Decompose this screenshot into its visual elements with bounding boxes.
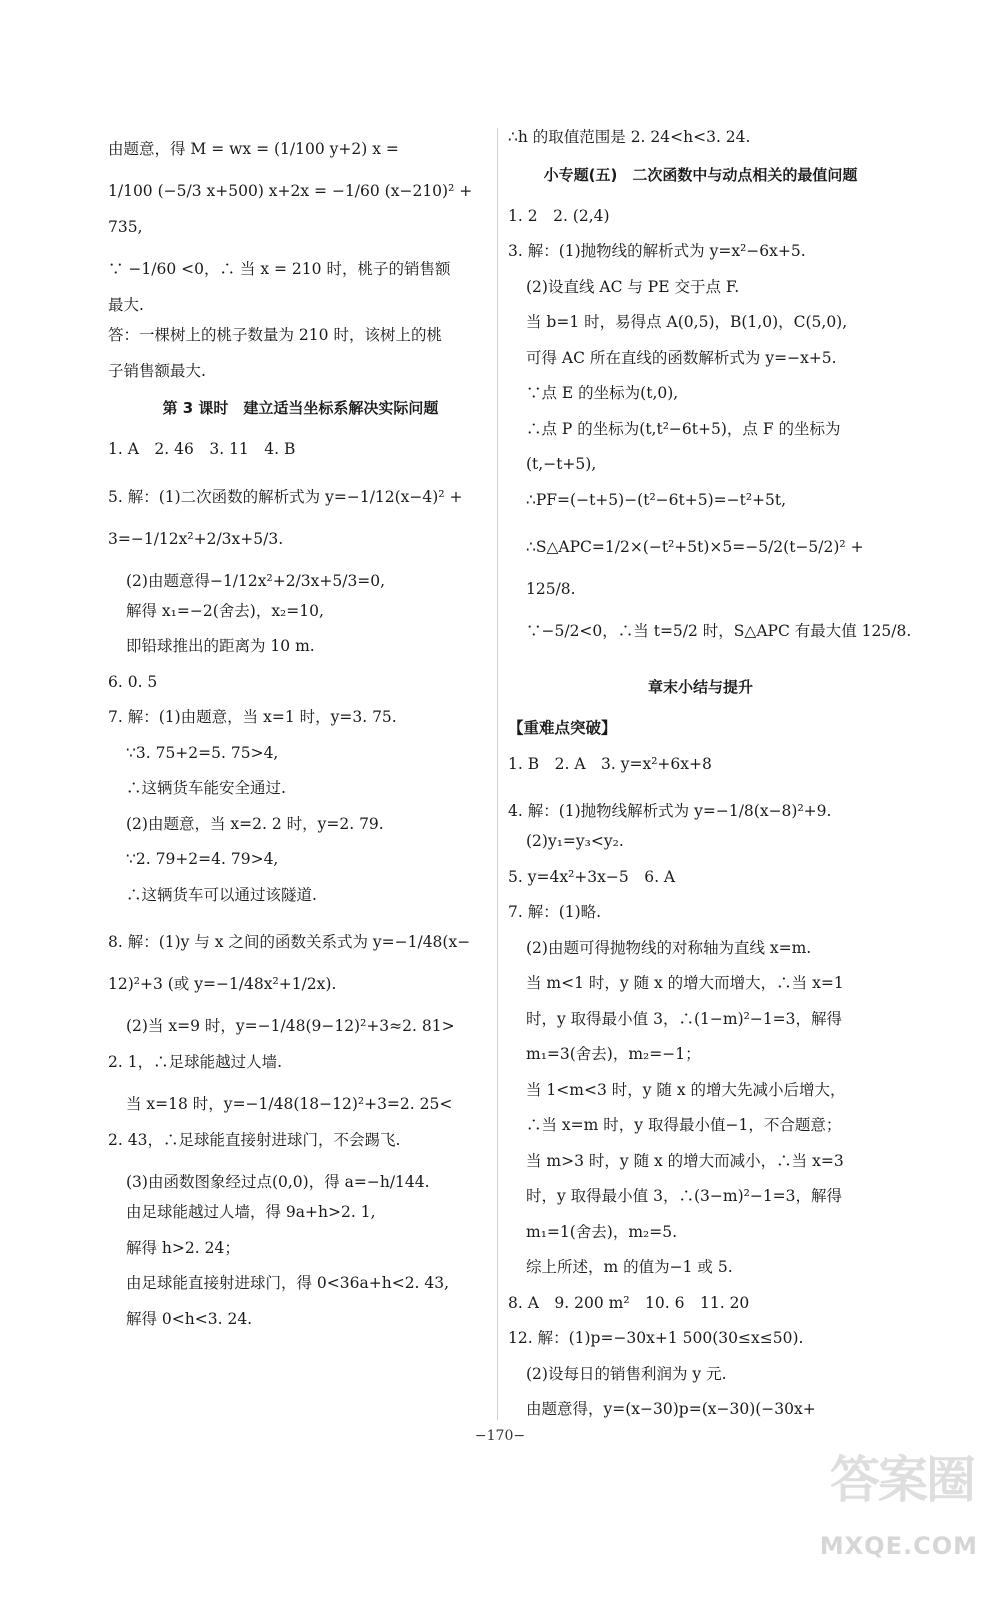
text-line: ∴h 的取值范围是 2. 24<h<3. 24. — [508, 128, 751, 146]
text-line: 最大. — [108, 296, 144, 314]
column-divider — [497, 128, 498, 1420]
answer-line: 2. 1，∴足球能越过人墙. — [108, 1053, 283, 1071]
watermark-text: MXQE.COM — [819, 1532, 978, 1560]
section-heading: 章末小结与提升 — [647, 678, 753, 696]
answer-line: 6. 0. 5 — [108, 672, 158, 691]
answer-line: ∴PF=(−t+5)−(t²−6t+5)=−t²+5t, — [526, 490, 787, 509]
text-line: 答：一棵树上的桃子数量为 210 时，该树上的桃 — [108, 326, 442, 344]
answer-line: 5. y=4x²+3x−5 6. A — [508, 867, 676, 886]
answer-line: m₁=3(舍去)，m₂=−1； — [526, 1045, 701, 1063]
answer-line: (2)由题可得抛物线的对称轴为直线 x=m. — [526, 938, 812, 957]
answer-line: 3=−1/12x²+2/3x+5/3. — [108, 529, 284, 548]
answer-line: 时，y 取得最小值 3，∴(3−m)²−1=3，解得 — [526, 1187, 843, 1205]
answer-line: ∴点 P 的坐标为(t,t²−6t+5)，点 F 的坐标为 — [526, 419, 841, 438]
answer-line: ∴S△APC=1/2×(−t²+5t)×5=−5/2(t−5/2)² + — [526, 538, 864, 556]
answer-line: 4. 解：(1)抛物线解析式为 y=−1/8(x−8)²+9. — [508, 802, 832, 820]
watermark-logo-mark: 答案圈 — [830, 1451, 974, 1509]
section-heading: 第 3 课时 建立适当坐标系解决实际问题 — [162, 399, 439, 417]
answer-line: 时，y 取得最小值 3，∴(1−m)²−1=3，解得 — [526, 1009, 843, 1028]
answer-line: 3. 解：(1)抛物线的解析式为 y=x²−6x+5. — [508, 242, 806, 260]
section-heading: 小专题(五) 二次函数中与动点相关的最值问题 — [543, 165, 858, 184]
text-line: ∵ −1/60 <0，∴ 当 x = 210 时，桃子的销售额 — [108, 260, 451, 278]
answer-line: (2)当 x=9 时，y=−1/48(9−12)²+3≈2. 81> — [126, 1017, 455, 1035]
answer-line: 5. 解：(1)二次函数的解析式为 y=−1/12(x−4)² + — [108, 487, 463, 506]
answer-line: ∵3. 75+2=5. 75>4, — [126, 743, 279, 762]
text-line: 子销售额最大. — [108, 361, 206, 380]
text-line: 735, — [108, 218, 143, 236]
answer-line: ∴这辆货车能安全通过. — [126, 779, 286, 797]
answer-line: (2)设每日的销售利润为 y 元. — [526, 1364, 727, 1383]
right-column — [508, 128, 912, 1436]
answer-line: 解得 0<h<3. 24. — [126, 1309, 253, 1328]
answer-line: 当 b=1 时，易得点 A(0,5)，B(1,0)，C(5,0), — [526, 313, 848, 331]
text-line: 1/100 (−5/3 x+500) x+2x = −1/60 (x−210)² + — [108, 182, 473, 200]
answer-line: 7. 解：(1)略. — [508, 903, 602, 921]
answer-line: 12)²+3 (或 y=−1/48x²+1/2x). — [108, 975, 337, 993]
answer-line: ∵点 E 的坐标为(t,0), — [526, 384, 679, 402]
answer-line: ∵2. 79+2=4. 79>4, — [126, 850, 279, 868]
answer-line: m₁=1(舍去)，m₂=5. — [526, 1222, 678, 1241]
answer-line: 当 m<1 时，y 随 x 的增大而增大，∴当 x=1 — [526, 974, 844, 992]
answer-line: 当 x=18 时，y=−1/48(18−12)²+3=2. 25< — [126, 1095, 453, 1113]
answer-line: 由足球能越过人墙，得 9a+h>2. 1, — [126, 1203, 376, 1221]
answer-line: 1. B 2. A 3. y=x²+6x+8 — [508, 754, 712, 773]
answer-line: ∴当 x=m 时，y 取得最小值−1，不合题意； — [526, 1116, 842, 1134]
page-number: −170− — [474, 1428, 526, 1444]
answer-line: 即铅球推出的距离为 10 m. — [126, 637, 315, 655]
answer-line: 8. 解：(1)y 与 x 之间的函数关系式为 y=−1/48(x− — [108, 933, 471, 951]
answer-line: ∵−5/2<0，∴当 t=5/2 时，S△APC 有最大值 125/8. — [526, 622, 912, 640]
answer-line: 可得 AC 所在直线的函数解析式为 y=−x+5. — [526, 348, 837, 367]
answer-line: (2)由题意，当 x=2. 2 时，y=2. 79. — [126, 814, 384, 833]
answer-line: (t,−t+5), — [526, 455, 597, 473]
answer-line: 8. A 9. 200 m² 10. 6 11. 20 — [508, 1293, 750, 1312]
answer-line: 由题意得，y=(x−30)p=(x−30)(−30x+ — [526, 1400, 816, 1418]
answer-line: 解得 x₁=−2(舍去)，x₂=10, — [126, 601, 324, 620]
answer-line: 当 1<m<3 时，y 随 x 的增大先减小后增大， — [526, 1080, 846, 1099]
text-line: 由题意，得 M = wx = (1/100 y+2) x = — [108, 140, 399, 158]
answer-line: 当 m>3 时，y 随 x 的增大而减小，∴当 x=3 — [526, 1151, 844, 1170]
answer-line: (2)由题意得−1/12x²+2/3x+5/3=0, — [126, 571, 386, 590]
answer-line: (2)设直线 AC 与 PE 交于点 F. — [526, 277, 740, 296]
answer-line: 125/8. — [526, 580, 576, 598]
answer-line: 解得 h>2. 24； — [126, 1238, 240, 1257]
watermark-logo — [813, 1440, 978, 1560]
answer-line: 12. 解：(1)p=−30x+1 500(30≤x≤50). — [508, 1329, 804, 1347]
answer-line: 2. 43，∴足球能直接射进球门，不会踢飞. — [108, 1131, 401, 1149]
subsection-label: 【重难点突破】 — [508, 719, 617, 737]
left-column — [108, 128, 493, 1345]
answer-line: (2)y₁=y₃<y₂. — [526, 832, 624, 850]
answer-line: 由足球能直接射进球门，得 0<36a+h<2. 43, — [126, 1274, 450, 1292]
answer-line: 1. 2 2. (2,4) — [508, 206, 610, 225]
answer-line: (3)由函数图象经过点(0,0)，得 a=−h/144. — [126, 1173, 430, 1191]
answer-line: ∴这辆货车可以通过该隧道. — [126, 885, 317, 904]
answer-line: 1. A 2. 46 3. 11 4. B — [108, 440, 296, 458]
answer-line: 7. 解：(1)由题意，当 x=1 时，y=3. 75. — [108, 708, 397, 726]
answer-line: 综上所述，m 的值为−1 或 5. — [526, 1258, 733, 1276]
